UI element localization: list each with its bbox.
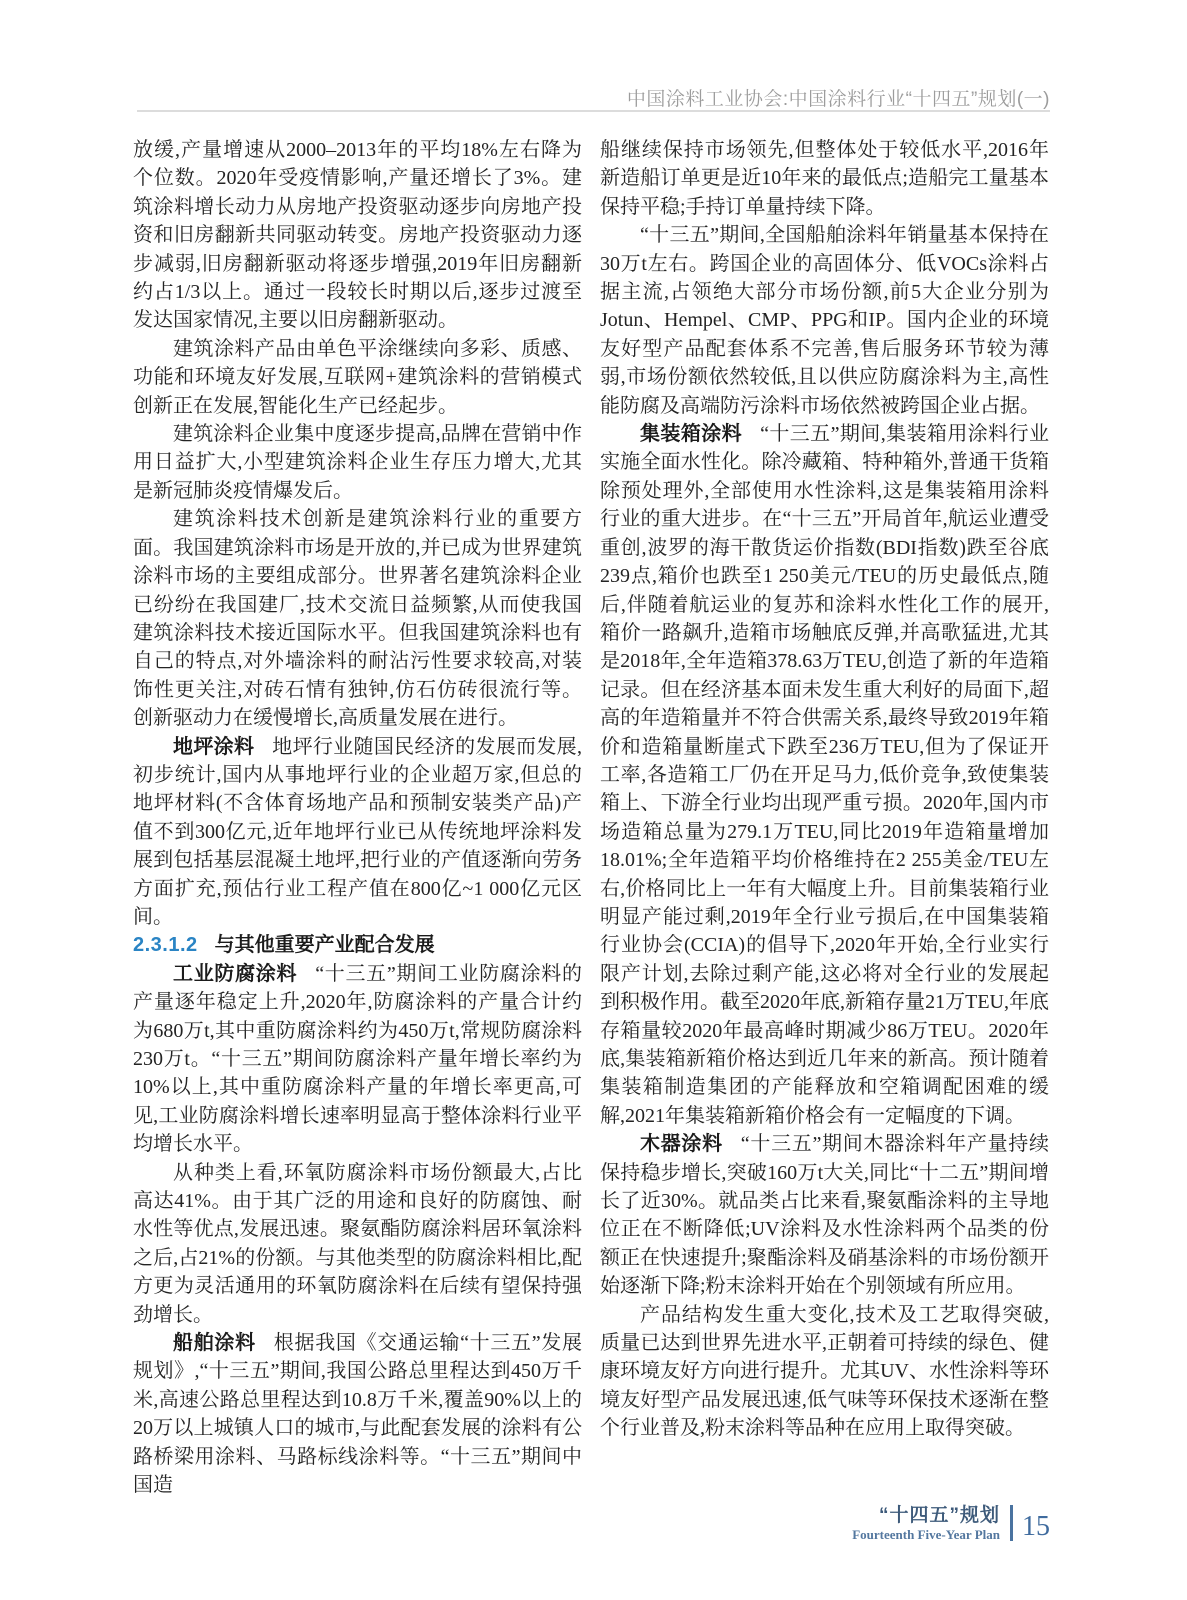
paragraph-lead: 船舶涂料 <box>173 1332 256 1355</box>
paragraph: 集装箱涂料 “十三五”期间,集装箱用涂料行业实施全面水性化。除冷藏箱、特种箱外,普通干货箱除预处理外,全部使用水性涂料,这是集装箱用涂料行业的重大进步。在“十三五”开局首年,航运业遭受重创,波罗的海干散货运价指数(BDI指数)跌至谷底239点,箱价也跌至1 250美元/TEU的历史最低点,随后,伴随着航运业的复苏和涂料水性化工作的展开,箱价一路飙升,造箱市场触底反弹,并高歌猛进,尤其是2018年,全年造箱378.63万TEU,创造了新的年造箱记录。但在经济基本面未发生重大利好的局面下,超高的年造箱量并不符合供需关系,最终导致2019年箱价和造箱量断崖式下跌至236万TEU,但为了保证开工率,各造箱工厂仍在开足马力,低价竞争,致使集装箱上、下游全行业均出现严重亏损。2020年,国内市场造箱总量为279.1万TEU,同比2019年造箱量增加18.01%;全年造箱平均价格维持在2 255美金/TEU左右,价格同比上一年有大幅度上升。目前集装箱行业明显产能过剩,2019年全行业亏损后,在中国集装箱行业协会(CCIA)的倡导下,2020年开始,全行业实行限产计划,去除过剩产能,这必将对全行业的发展起到积极作用。截至2020年底,新箱存量21万TEU,年底存箱量较2020年最高峰时期减少86万TEU。2020年底,集装箱新箱价格达到近几年来的新高。预计随着集装箱制造集团的产能释放和空箱调配困难的缓解,2021年集装箱新箱价格会有一定幅度的下调。 <box>600 423 1049 1127</box>
section-number: 2.3.1.2 <box>133 934 198 957</box>
section-title: 与其他重要产业配合发展 <box>214 934 435 957</box>
paragraph-lead: 地坪涂料 <box>173 735 255 758</box>
paragraph: 从种类上看,环氧防腐涂料市场份额最大,占比高达41%。由于其广泛的用途和良好的防腐蚀、耐水性等优点,发展迅速。聚氨酯防腐涂料居环氧涂料之后,占21%的份额。与其他类型的防腐涂料相比,配方更为灵活通用的环氧防腐涂料在后续有望保持强劲增长。 <box>133 1161 582 1326</box>
section-heading <box>133 931 582 959</box>
page-footer <box>852 1503 1050 1543</box>
footer-divider <box>1010 1505 1013 1541</box>
paragraph: 船舶涂料 根据我国《交通运输“十三五”发展规划》,“十三五”期间,我国公路总里程达到450万千米,高速公路总里程达到10.8万千米,覆盖90%以上的20万以上城镇人口的城市,与此配套发展的涂料有公路桥梁用涂料、马路标线涂料等。“十三五”期间中国造 <box>133 1332 582 1497</box>
paragraph: “十三五”期间,全国船舶涂料年销量基本保持在30万t左右。跨国企业的高固体分、低VOCs涂料占据主流,占领绝大部分市场份额,前5大企业分别为Jotun、Hempel、CMP、PPG和IP。国内企业的环境友好型产品配套体系不完善,售后服务环节较为薄弱,市场份额依然较低,且以供应防腐涂料为主,高性能防腐及高端防污涂料市场依然被跨国企业占据。 <box>600 224 1049 417</box>
paragraph: 建筑涂料企业集中度逐步提高,品牌在营销中作用日益扩大,小型建筑涂料企业生存压力增大,尤其是新冠肺炎疫情爆发后。 <box>133 423 582 502</box>
footer-title-block <box>852 1505 1000 1542</box>
footer-plan-title-en: Fourteenth Five-Year Plan <box>852 1526 1000 1542</box>
paragraph-lead: 工业防腐涂料 <box>173 962 298 985</box>
two-column-body <box>133 136 1049 1500</box>
paragraph: 建筑涂料技术创新是建筑涂料行业的重要方面。我国建筑涂料市场是开放的,并已成为世界建筑涂料市场的主要组成部分。世界著名建筑涂料企业已纷纷在我国建厂,技术交流日益频繁,从而使我国建筑涂料技术接近国际水平。但我国建筑涂料也有自己的特点,对外墙涂料的耐沾污性要求较高,对装饰性更关注,对砖石情有独钟,仿石仿砖很流行等。创新驱动力在缓慢增长,高质量发展在进行。 <box>133 508 582 730</box>
paragraph-lead: 集装箱涂料 <box>640 423 743 446</box>
paragraph-lead: 木器涂料 <box>640 1133 723 1156</box>
paragraph: 产品结构发生重大变化,技术及工艺取得突破,质量已达到世界先进水平,正朝着可持续的绿色、健康环境友好方向进行提升。尤其UV、水性涂料等环境友好型产品发展迅速,低气味等环保技术逐渐在整个行业普及,粉末涂料等品种在应用上取得突破。 <box>600 1303 1049 1440</box>
paragraph: 船继续保持市场领先,但整体处于较低水平,2016年新造船订单更是近10年来的最低点;造船完工量基本保持平稳;手持订单量持续下降。 <box>600 139 1049 218</box>
paragraph: 地坪涂料 地坪行业随国民经济的发展而发展,初步统计,国内从事地坪行业的企业超万家,但总的地坪材料(不含体育场地产品和预制安装类产品)产值不到300亿元,近年地坪行业已从传统地坪涂料发展到包括基层混凝土地坪,把行业的产值逐渐向劳务方面扩充,预估行业工程产值在800亿~1 000亿元区间。 <box>133 735 583 928</box>
paragraph: 放缓,产量增速从2000–2013年的平均18%左右降为个位数。2020年受疫情影响,产量还增长了3%。建筑涂料增长动力从房地产投资驱动逐步向房地产投资和旧房翻新共同驱动转变。房地产投资驱动力逐步减弱,旧房翻新驱动将逐步增强,2019年旧房翻新约占1/3以上。通过一段较长时期以后,逐步过渡至发达国家情况,主要以旧房翻新驱动。 <box>133 139 582 332</box>
footer-plan-title-cn: “十四五”规划 <box>878 1504 1000 1526</box>
paragraph: 建筑涂料产品由单色平涂继续向多彩、质感、功能和环境友好发展,互联网+建筑涂料的营销模式创新正在发展,智能化生产已经起步。 <box>133 337 582 417</box>
page-number: 15 <box>1022 1511 1050 1542</box>
header-rule <box>137 110 1050 112</box>
running-header: 中国涂料工业协会:中国涂料行业“十四五”规划(一) <box>626 89 1050 110</box>
paragraph: 工业防腐涂料 “十三五”期间工业防腐涂料的产量逐年稳定上升,2020年,防腐涂料的产量合计约为680万t,其中重防腐涂料约为450万t,常规防腐涂料230万t。“十三五”期间防腐涂料产量年增长率约为10%以上,其中重防腐涂料产量的年增长率更高,可见,工业防腐涂料增长速率明显高于整体涂料行业平均增长水平。 <box>133 962 582 1156</box>
paragraph: 木器涂料 “十三五”期间木器涂料年产量持续保持稳步增长,突破160万t大关,同比“十二五”期间增长了近30%。就品类占比来看,聚氨酯涂料的主导地位正在不断降低;UV涂料及水性涂料两个品类的份额正在快速提升;聚酯涂料及硝基涂料的市场份额开始逐渐下降;粉末涂料开始在个别领域有所应用。 <box>600 1133 1049 1298</box>
right-column <box>600 136 1049 1500</box>
left-column <box>133 136 582 1500</box>
